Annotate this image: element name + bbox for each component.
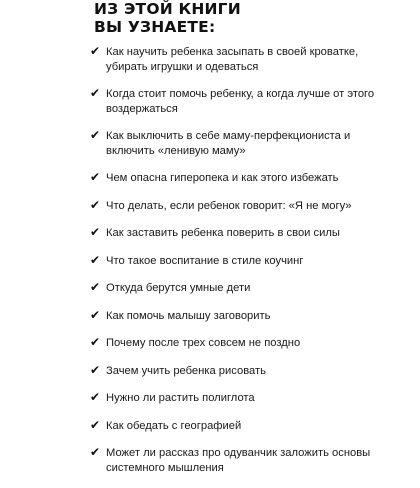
list-item-text: Зачем учить ребенка рисовать xyxy=(106,364,266,377)
list-item-text: Как научить ребенка засыпать в своей кроватке, убирать игрушки и одеваться xyxy=(106,46,359,73)
list-item-text: Что делать, если ребенок говорит: «Я не могу» xyxy=(106,199,352,212)
list-item xyxy=(90,87,390,117)
check-icon: ✔ xyxy=(90,445,101,459)
check-icon: ✔ xyxy=(90,44,101,58)
section-heading xyxy=(94,0,241,36)
check-icon: ✔ xyxy=(90,280,101,294)
topics-list xyxy=(90,45,390,488)
heading-line-1: ИЗ ЭТОЙ КНИГИ xyxy=(94,0,241,18)
check-icon: ✔ xyxy=(90,417,101,432)
list-item xyxy=(90,45,390,75)
list-item-text: Чем опасна гиперопека и как этого избежать xyxy=(106,172,339,184)
list-item xyxy=(90,364,390,379)
list-item-text: Что такое воспитание в стиле коучинг xyxy=(106,254,304,267)
check-icon: ✔ xyxy=(90,362,101,377)
heading-line-2: ВЫ УЗНАЕТЕ: xyxy=(94,18,216,36)
check-icon: ✔ xyxy=(90,128,101,142)
check-icon: ✔ xyxy=(90,86,101,100)
check-icon: ✔ xyxy=(90,307,101,322)
list-item xyxy=(90,171,390,186)
list-item xyxy=(90,226,390,241)
list-item xyxy=(90,129,390,159)
check-icon: ✔ xyxy=(90,225,101,239)
list-item-text: Может ли рассказ про одуванчик заложить основы системного мышления xyxy=(106,447,371,474)
list-item xyxy=(90,419,390,434)
list-item xyxy=(90,336,390,351)
list-item-text: Как заставить ребенка поверить в свои силы xyxy=(106,227,340,239)
list-item-text: Почему после трех совсем не поздно xyxy=(106,337,301,349)
list-item-text: Нужно ли растить полиглота xyxy=(106,392,255,404)
list-item xyxy=(90,391,390,406)
list-item xyxy=(90,309,390,324)
list-item-text: Как выключить в себе маму-перфекциониста и включить «ленивую маму» xyxy=(106,130,351,157)
check-icon: ✔ xyxy=(90,197,101,212)
list-item xyxy=(90,254,390,269)
check-icon: ✔ xyxy=(90,170,101,184)
check-icon: ✔ xyxy=(90,390,101,404)
list-item xyxy=(90,281,390,296)
list-item xyxy=(90,446,390,476)
check-icon: ✔ xyxy=(90,252,101,267)
check-icon: ✔ xyxy=(90,335,101,349)
list-item-text: Откуда берутся умные дети xyxy=(106,282,251,294)
list-item xyxy=(90,199,390,214)
list-item-text: Как помочь малышу заговорить xyxy=(106,309,271,322)
list-item-text: Когда стоит помочь ребенку, а когда лучше от этого воздержаться xyxy=(106,88,375,115)
list-item-text: Как обедать с географией xyxy=(106,419,242,432)
